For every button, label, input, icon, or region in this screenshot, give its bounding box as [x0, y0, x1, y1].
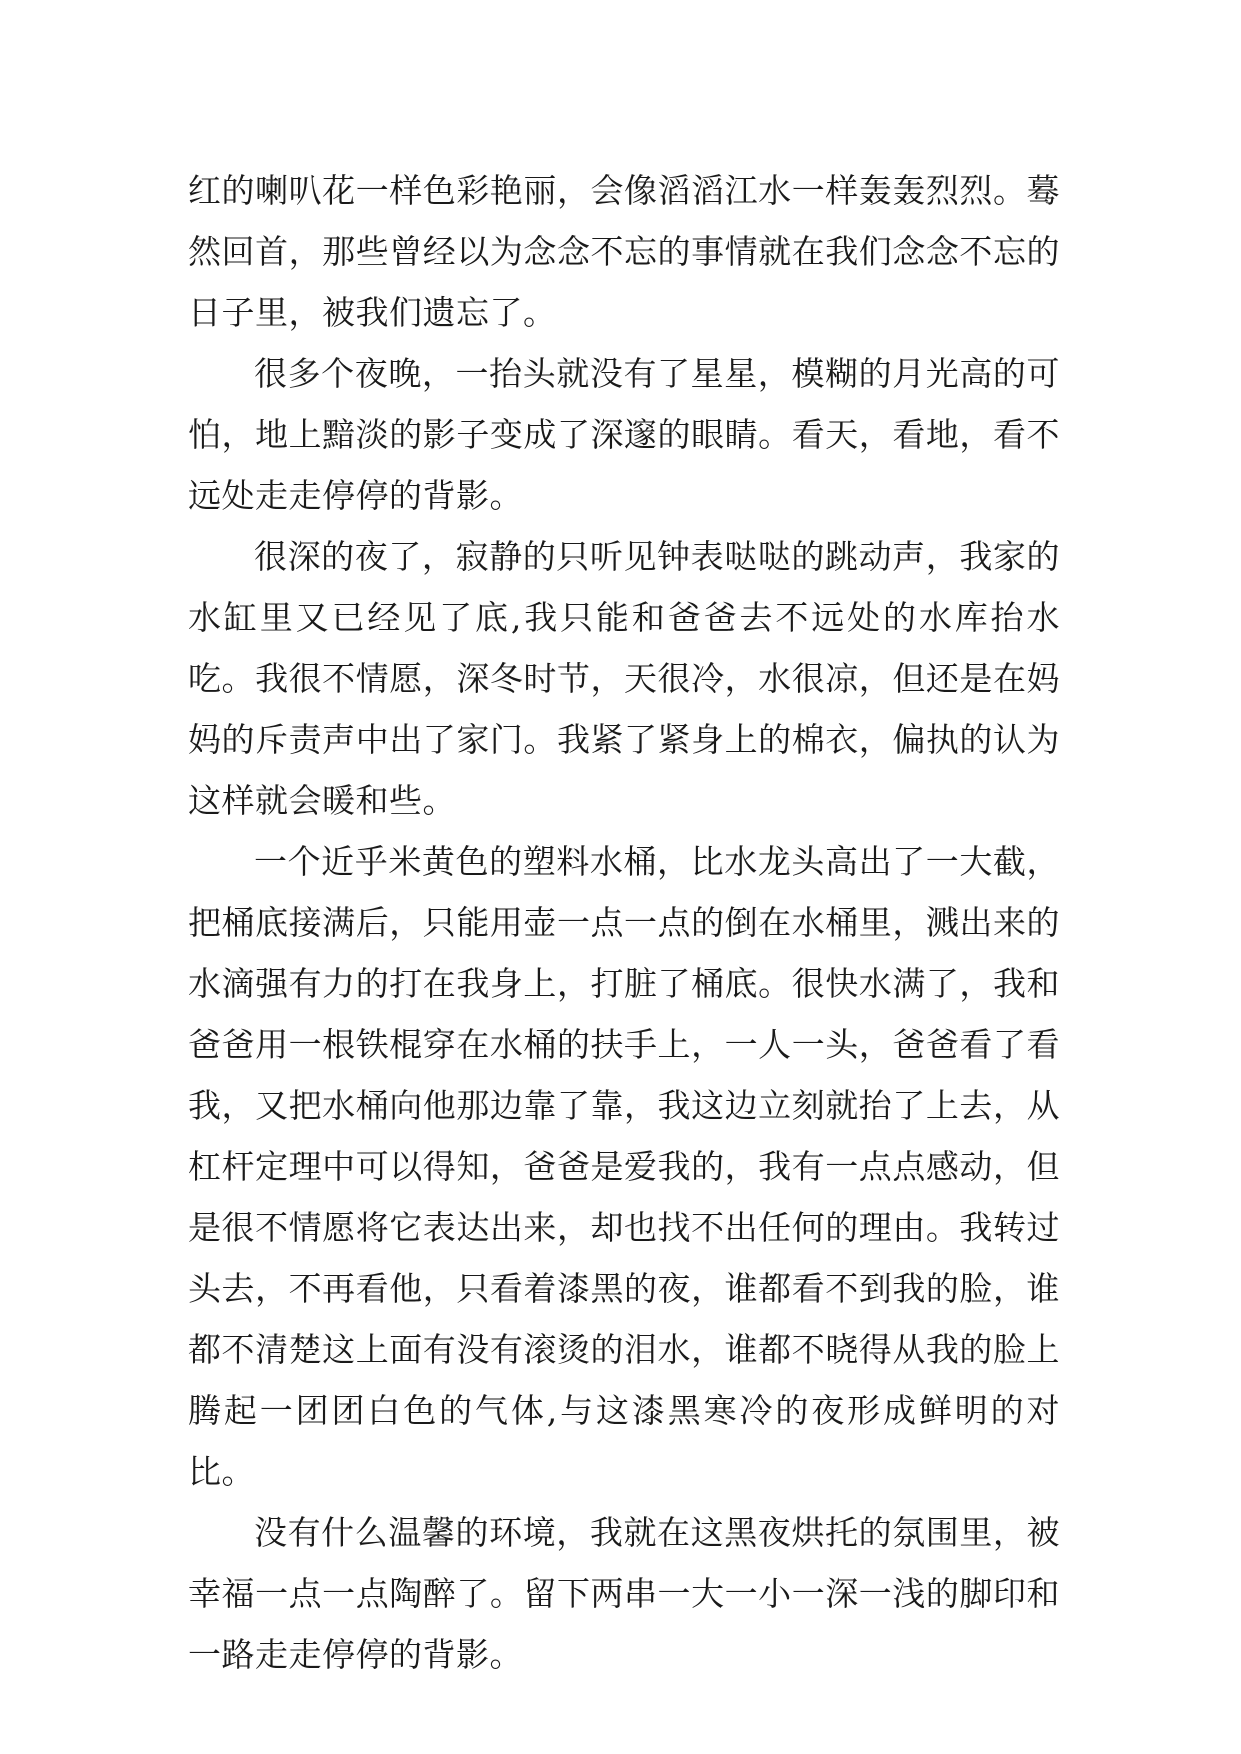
paragraph: 很多个夜晚，一抬头就没有了星星，模糊的月光高的可怕，地上黯淡的影子变成了深邃的眼睛。看天，看地，看不远处走走停停的背影。: [188, 354, 1060, 515]
paragraph-continued: 红的喇叭花一样色彩艳丽，会像滔滔江水一样轰轰烈烈。蓦然回首，那些曾经以为念念不忘的事情就在我们念念不忘的日子里，被我们遗忘了。: [188, 171, 1060, 332]
paragraph: 一个近乎米黄色的塑料水桶，比水龙头高出了一大截，把桶底接满后，只能用壶一点一点的倒在水桶里，溅出来的水滴强有力的打在我身上，打脏了桶底。很快水满了，我和爸爸用一根铁棍穿在水桶的扶手上，一人一头，爸爸看了看我，又把水桶向他那边靠了靠，我这边立刻就抬了上去，从杠杆定理中可以得知，爸爸是爱我的，我有一点点感动，但是很不情愿将它表达出来，却也找不出任何的理由。我转过头去，不再看他，只看着漆黑的夜，谁都看不到我的脸，谁都不清楚这上面有没有滚烫的泪水，谁都不晓得从我的脸上腾起一团团白色的气体,与这漆黑寒冷的夜形成鲜明的对比。: [188, 842, 1060, 1491]
paragraph: 没有什么温馨的环境，我就在这黑夜烘托的氛围里，被幸福一点一点陶醉了。留下两串一大一小一深一浅的脚印和一路走走停停的背影。: [188, 1513, 1060, 1674]
document-body: [188, 160, 1060, 1685]
paragraph: 很深的夜了，寂静的只听见钟表哒哒的跳动声，我家的水缸里又已经见了底,我只能和爸爸去不远处的水库抬水吃。我很不情愿，深冬时节，天很冷，水很凉，但还是在妈妈的斥责声中出了家门。我紧了紧身上的棉衣，偏执的认为这样就会暖和些。: [188, 537, 1060, 820]
